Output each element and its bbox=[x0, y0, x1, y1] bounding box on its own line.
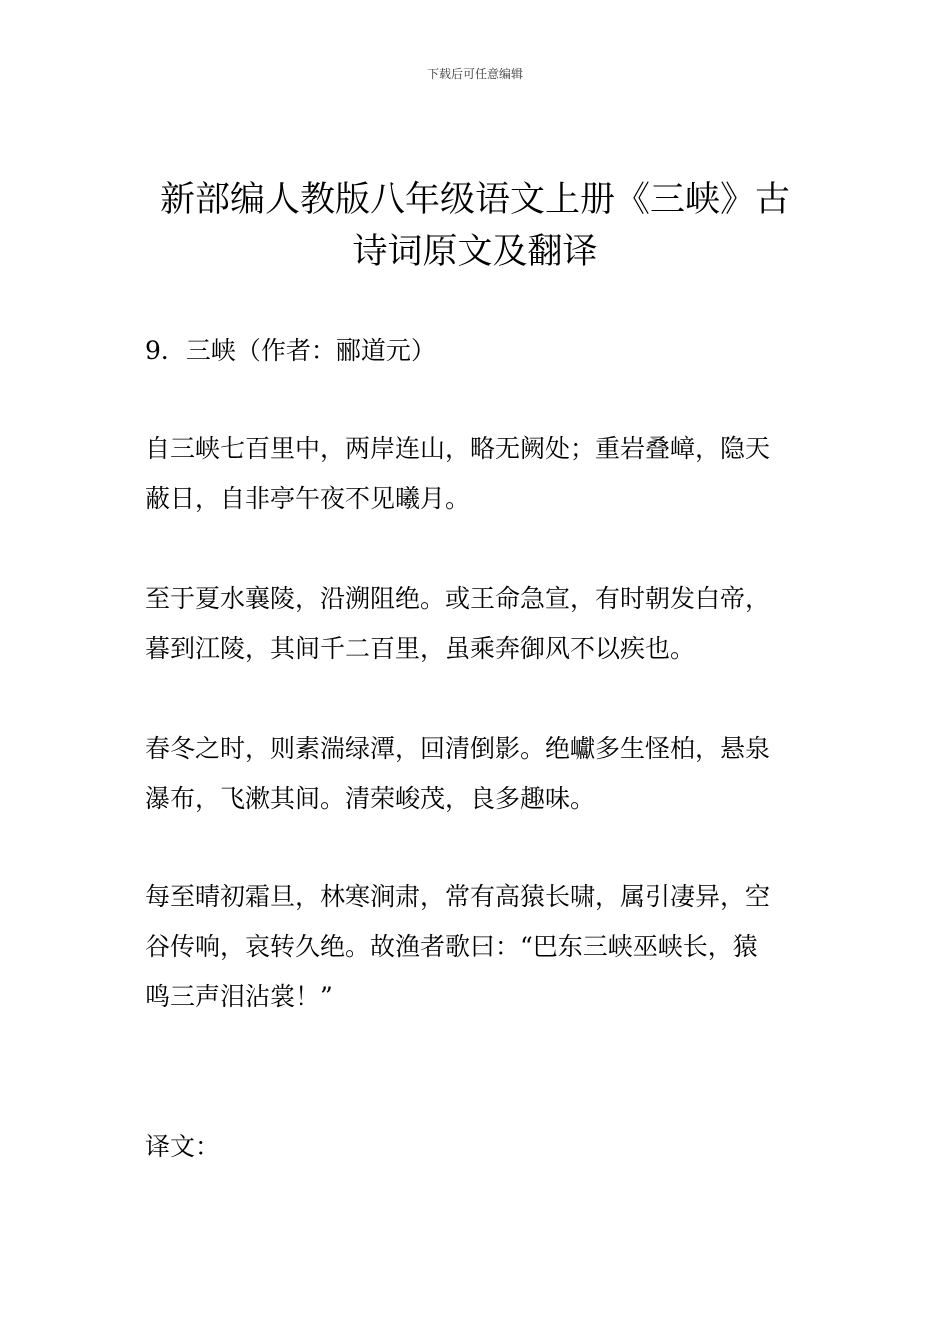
paragraph-line: 每至晴初霜旦，林寒涧肃，常有高猿长啸，属引凄异，空 bbox=[145, 882, 771, 911]
paragraph-line: 鸣三声泪沾裳！” bbox=[145, 982, 333, 1011]
paragraph-line: 暮到江陵，其间千二百里，虽乘奔御风不以疾也。 bbox=[145, 634, 696, 663]
paragraph-4 bbox=[145, 872, 810, 1022]
section-heading bbox=[145, 326, 810, 376]
paragraph-line: 至于夏水襄陵，沿溯阻绝。或王命急宣，有时朝发白帝， bbox=[145, 584, 771, 613]
document-title bbox=[120, 174, 830, 278]
paragraph-3 bbox=[145, 724, 810, 824]
paragraph-1 bbox=[145, 424, 810, 524]
title-line-1: 新部编人教版八年级语文上册《三峡》古 bbox=[159, 180, 790, 220]
paragraph-2 bbox=[145, 574, 810, 674]
paragraph-line: 自三峡七百里中，两岸连山，略无阙处；重岩叠嶂，隐天 bbox=[145, 434, 771, 463]
section-heading-text: 9．三峡（作者：郦道元） bbox=[145, 336, 436, 365]
header-note: 下载后可任意编辑 bbox=[426, 67, 523, 81]
paragraph-line: 蔽日，自非亭午夜不见曦月。 bbox=[145, 484, 471, 513]
title-line-2: 诗词原文及翻译 bbox=[352, 232, 598, 272]
paragraph-line: 瀑布，飞漱其间。清荣峻茂，良多趣味。 bbox=[145, 784, 596, 813]
translation-label bbox=[145, 1122, 810, 1172]
translation-label-text: 译文： bbox=[145, 1132, 221, 1161]
paragraph-line: 春冬之时，则素湍绿潭，回清倒影。绝巘多生怪柏，悬泉 bbox=[145, 734, 771, 763]
paragraph-line: 谷传响，哀转久绝。故渔者歌曰：“巴东三峡巫峡长，猿 bbox=[145, 932, 758, 961]
